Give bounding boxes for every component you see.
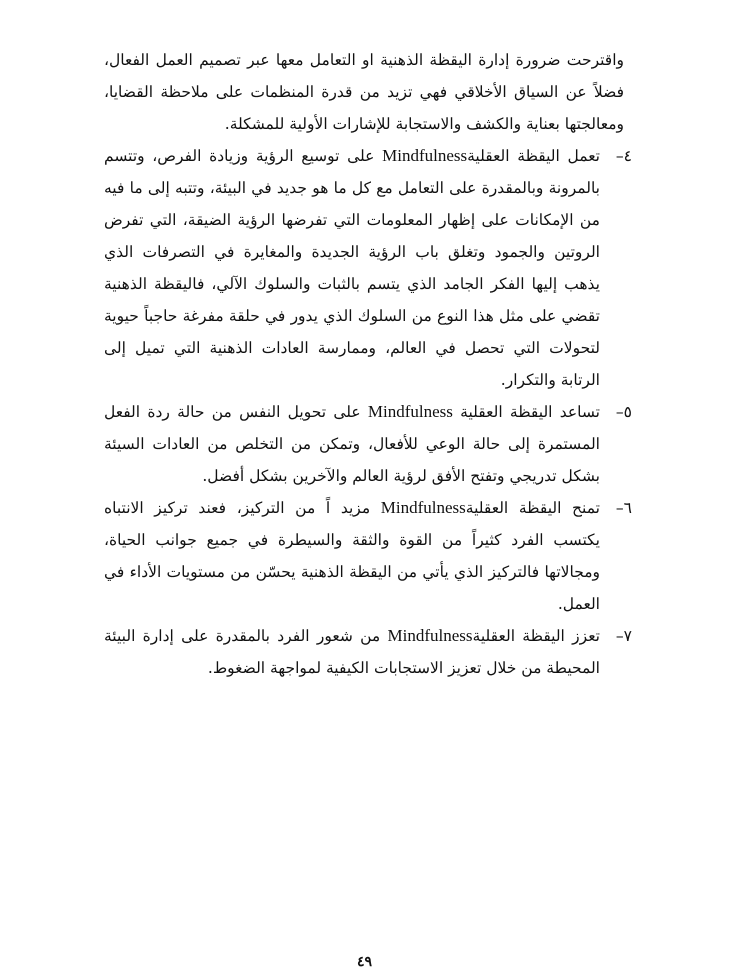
term-mindfulness: Mindfulness — [382, 146, 468, 165]
term-mindfulness: Mindfulness — [380, 498, 466, 517]
item-number: ٥– — [615, 403, 632, 421]
list-item-7 — [104, 620, 632, 684]
list-item-6 — [104, 492, 632, 620]
list-item-5 — [104, 396, 632, 492]
term-mindfulness: Mindfulness — [387, 626, 473, 645]
page-number: ٤٩ — [356, 954, 373, 970]
item-text-lead: تمنح اليقظة العقلية — [465, 499, 601, 517]
intro-paragraph: واقترحت ضرورة إدارة اليقظة الذهنية او التعامل معها عبر تصميم العمل الفعال، فضلاً عن السياق الأخلاقي فهي تزيد من قدرة المنظمات على ملاحظة القضايا، ومعالجتها بعناية والكشف والاستجابة للإشارات الأولية للمشكلة. — [104, 51, 624, 133]
page-body — [104, 44, 632, 684]
item-text-body: على توسيع الرؤية وزيادة الفرص، وتتسم بالمرونة وبالمقدرة على التعامل مع كل ما هو جديد في البيئة، وتتبه إلى ما فيه من الإمكانات على إظهار المعلومات التي تفرضها الرؤية الضيقة، التي تفرض الروتين والجمود وتغلق باب الرؤية الجديدة والمغايرة في التصرفات الذي يذهب إليها الفكر الجامد الذي يتسم بالثبات والسلوك الآلي، فاليقظة الذهنية تقضي على مثل هذا النوع من السلوك الذي يدور في حلقة مفرغة حاجباً حيوية لتحولات التي تحصل في العالم، وممارسة العادات الذهنية التي تميل إلى الرتابة والتكرار. — [104, 147, 601, 389]
item-text-body: مزيد اً من التركيز، فعند تركيز الانتباه يكتسب الفرد كثيراً من القوة والثقة والسيطرة في جميع جوانب الحياة، ومجالاتها فالتركيز الذي يأتي من اليقظة الذهنية يحسّن من مستويات الأداء في العمل. — [104, 499, 600, 613]
item-text-lead: تعزز اليقظة العقلية — [472, 627, 600, 645]
item-number: ٤– — [615, 147, 632, 165]
item-text-body: على تحويل النفس من حالة ردة الفعل المستمرة إلى حالة الوعي للأفعال، وتمكن من التخلص من العادات السيئة بشكل تدريجي وتفتح الأفق لرؤية العالم والآخرين بشكل أفضل. — [104, 403, 600, 485]
item-number: ٦– — [615, 499, 632, 517]
item-text-body: من شعور الفرد بالمقدرة على إدارة البيئة المحيطة من خلال تعزيز الاستجابات الكيفية لمواجهة الضغوط. — [104, 627, 600, 677]
item-text-lead: تساعد اليقظة العقلية — [452, 403, 600, 421]
item-number: ٧– — [615, 627, 632, 645]
item-text-lead: تعمل اليقظة العقلية — [467, 147, 600, 165]
list-item-4 — [104, 140, 632, 396]
term-mindfulness: Mindfulness — [367, 402, 453, 421]
